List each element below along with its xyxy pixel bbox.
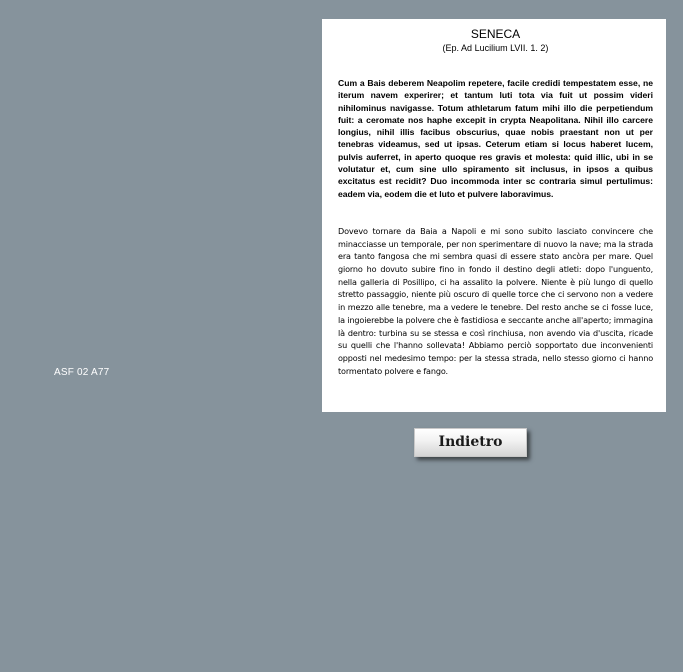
- latin-paragraph: Cum a Bais deberem Neapolim repetere, facile credidi tempestatem esse, ne iterum navem experirer; et tantum luti tota via fuit ut possim videri nihilominus navigasse. Totum athletarum fatum mihi illo die perpetiendum fuit: a ceromate nos haphe excepit in crypta Neapolitana. Nihil illo carcere longius, nihil illis facibus obscurius, quae nobis praestant non ut per tenebras videamus, sed ut ipsas. Ceterum etiam si locus haberet lucem, pulvis auferret, in aperto quoque res gravis et molesta: quid illic, ubi in se volutatur et, cum sine ullo spiramento sit inclusus, in ipsos a quibus excitatus est recidit? Duo incommoda inter sc contraria simul pertulimus: eadem via, eodem die et luto et pulvere laboravimus.: [338, 78, 653, 199]
- document-title: SENECA: [470, 27, 521, 41]
- document-subtitle: (Ep. Ad Lucilium LVII. 1. 2): [442, 43, 549, 53]
- italian-translation-paragraph: Dovevo tornare da Baia a Napoli e mi sono subito lasciato convincere che minacciasse un temporale, per non sperimentare di nuovo la nave; ma la strada era tanto fangosa che mi sembra quasi di essere stato ancòra per mare. Quel giorno ho dovuto subire fino in fondo il destino degli atleti: dopo l'unguento, nella galleria di Posillipo, ci ha assalito la polvere. Niente è più lungo di quello stretto passaggio, niente più oscuro di quelle torce che ci servono non a vedere in mezzo alle tenebre, ma a vedere le tenebre. Del resto anche se ci fosse luce, la ingoierebbe la polvere che è fastidiosa e seccante anche all'aperto; immagina là dentro: turbina su se stessa e così rinchiusa, non avendo via d'uscita, ricade su quelli che l'hanno sollevata! Abbiamo perciò sopportato due inconvenienti opposti nel medesimo tempo: per la stessa strada, nello stesso giorno ci hanno tormentato polvere e fango.: [338, 225, 653, 376]
- document-code-label: ASF 02 A77: [54, 367, 110, 378]
- back-button[interactable]: Indietro: [414, 428, 527, 457]
- document-panel: [322, 19, 666, 412]
